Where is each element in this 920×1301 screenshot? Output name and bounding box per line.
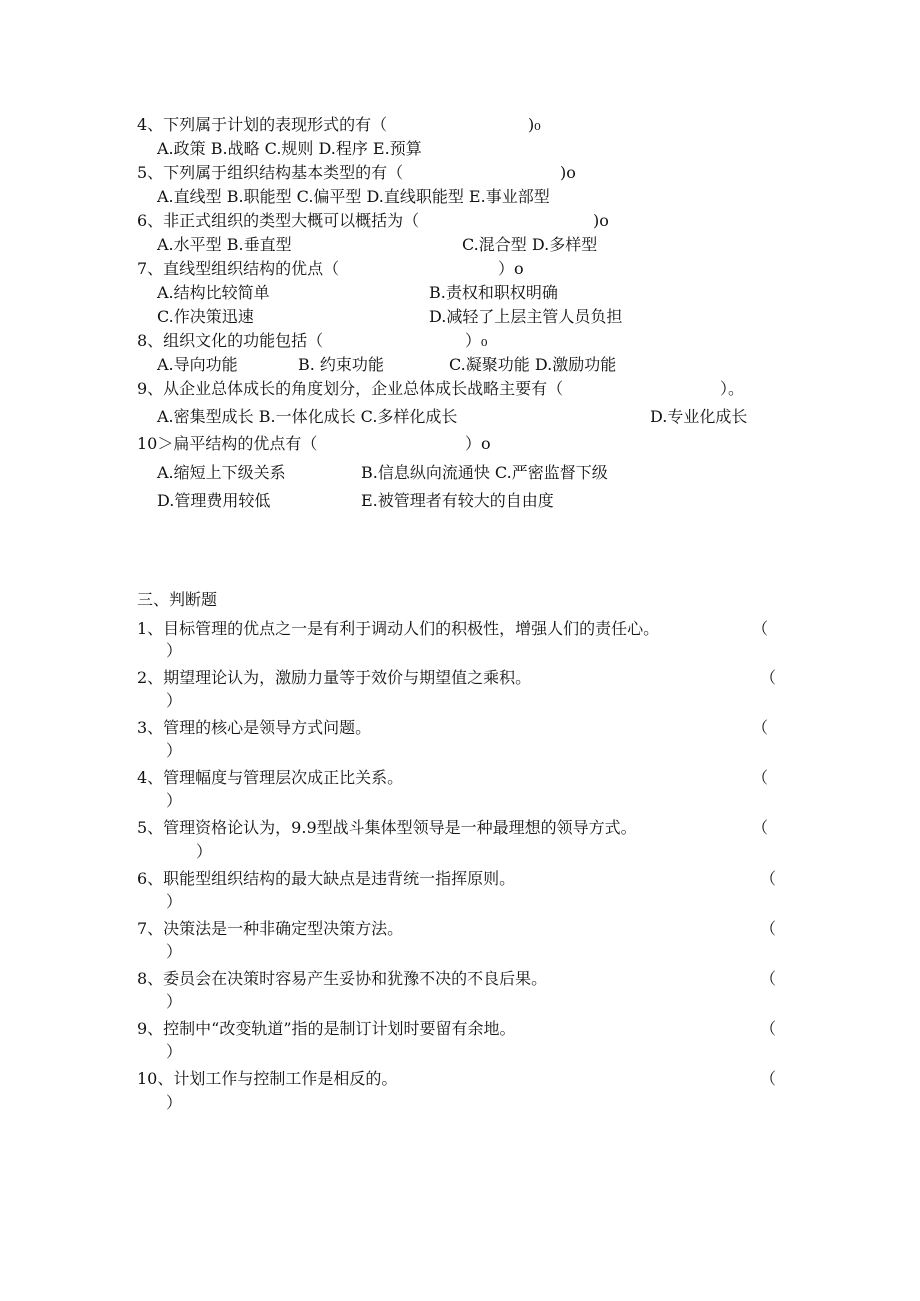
q7-close: ）o: [498, 259, 524, 278]
judge-close-paren: ）: [166, 942, 183, 961]
q7-option-a: A.结构比较简单: [157, 283, 270, 302]
q10-option-bc: B.信息纵向流通快 C.严密监督下级: [361, 463, 608, 482]
q8-option-a: A.导向功能: [157, 355, 238, 374]
judge-item-7: 7、决策法是一种非确定型决策方法。: [137, 919, 404, 938]
q4-stem: 4、下列属于计划的表现形式的有（: [137, 115, 388, 134]
judge-item-2: 2、期望理论认为，激励力量等于效价与期望值之乘积。: [137, 668, 532, 687]
judge-close-paren: ）: [166, 1093, 183, 1112]
q9-close: ）。: [720, 379, 745, 398]
judge-close-paren: ）: [166, 691, 183, 710]
q10-option-a: A.缩短上下级关系: [157, 463, 286, 482]
judge-item-4: 4、管理幅度与管理层次成正比关系。: [137, 768, 404, 787]
judge-item-3: 3、管理的核心是领导方式问题。: [137, 718, 372, 737]
judge-open-paren: （: [752, 768, 769, 787]
q9-option-abc: A.密集型成长 B.一体化成长 C.多样化成长: [157, 407, 458, 426]
q6-close: )o: [593, 211, 609, 230]
q6-stem: 6、非正式组织的类型大概可以概括为（: [137, 211, 420, 230]
q6-option-ab: A.水平型 B.垂直型: [157, 235, 292, 254]
judge-item-8: 8、委员会在决策时容易产生妥协和犹豫不决的不良后果。: [137, 969, 548, 988]
q9-option-d: D.专业化成长: [650, 407, 748, 426]
q7-option-b: B.责权和职权明确: [429, 283, 558, 302]
judge-open-paren: （: [760, 1019, 777, 1038]
q9-stem: 9、从企业总体成长的角度划分，企业总体成长战略主要有（: [137, 379, 564, 398]
q7-stem: 7、直线型组织结构的优点（: [137, 259, 340, 278]
q7-option-c: C.作决策迅速: [157, 307, 254, 326]
judge-open-paren: （: [752, 818, 769, 837]
judge-open-paren: （: [752, 718, 769, 737]
judge-open-paren: （: [760, 1069, 777, 1088]
judge-close-paren: ）: [166, 741, 183, 760]
judge-close-paren: ）: [166, 1042, 183, 1061]
judge-open-paren: （: [752, 619, 769, 638]
q5-close: )o: [560, 163, 576, 182]
q5-options: A.直线型 B.职能型 C.偏平型 D.直线职能型 E.事业部型: [157, 187, 550, 206]
q8-option-b: B. 约束功能: [298, 355, 384, 374]
q8-close: ）₀: [465, 331, 488, 350]
judge-close-paren: ）: [166, 641, 183, 660]
section-heading: 三、判断题: [137, 590, 218, 609]
q10-option-e: E.被管理者有较大的自由度: [361, 491, 554, 510]
judge-item-1: 1、目标管理的优点之一是有利于调动人们的积极性，增强人们的责任心。: [137, 619, 660, 638]
judge-item-10: 10、计划工作与控制工作是相反的。: [137, 1069, 398, 1088]
q5-stem: 5、下列属于组织结构基本类型的有（: [137, 163, 404, 182]
judge-close-paren: ）: [166, 892, 183, 911]
judge-item-9: 9、控制中“改变轨道”指的是制订计划时要留有余地。: [137, 1019, 516, 1038]
q6-option-cd: C.混合型 D.多样型: [462, 235, 598, 254]
judge-close-paren: ）: [166, 992, 183, 1011]
judge-open-paren: （: [760, 869, 777, 888]
q8-option-cd: C.凝聚功能 D.激励功能: [449, 355, 617, 374]
q10-close: ）o: [465, 434, 491, 453]
judge-close-paren: ）: [166, 791, 183, 810]
judge-close-paren: ）: [196, 842, 213, 861]
q8-stem: 8、组织文化的功能包括（: [137, 331, 324, 350]
judge-open-paren: （: [760, 919, 777, 938]
q7-option-d: D.减轻了上层主管人员负担: [429, 307, 623, 326]
judge-open-paren: （: [760, 969, 777, 988]
q4-close: )₀: [528, 115, 541, 134]
judge-open-paren: （: [760, 668, 777, 687]
q10-stem: 10＞扁平结构的优点有（: [137, 434, 318, 453]
judge-item-5: 5、管理资格论认为，9.9型战斗集体型领导是一种最理想的领导方式。: [137, 818, 637, 837]
q10-option-d: D.管理费用较低: [157, 491, 271, 510]
judge-item-6: 6、职能型组织结构的最大缺点是违背统一指挥原则。: [137, 869, 516, 888]
q4-options: A.政策 B.战略 C.规则 D.程序 E.预算: [157, 139, 422, 158]
